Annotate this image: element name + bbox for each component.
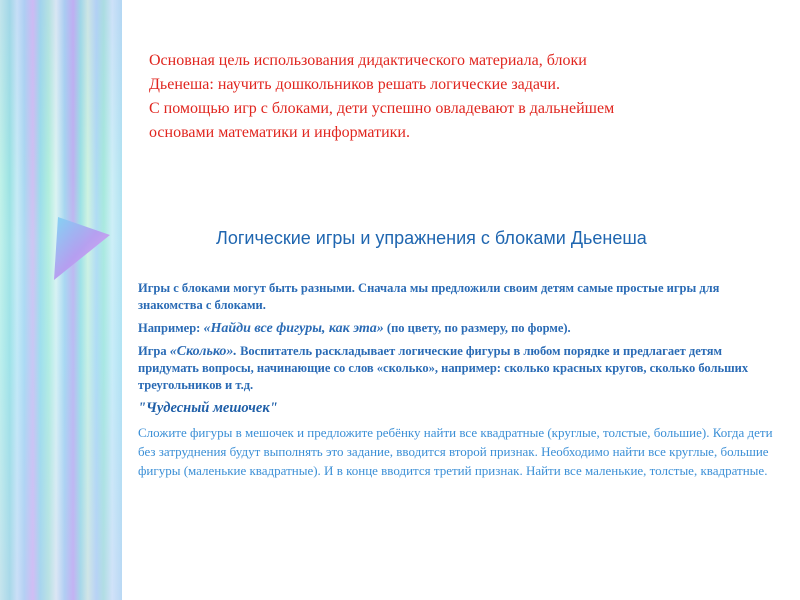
intro-paragraph <box>149 49 759 145</box>
game-description: Воспитатель раскладывает логические фигуры в любом порядке и предлагает детям придумать вопросы, начинающие со слов «сколько», например: сколько красных кругов, сколько больших треугольников и т.д. <box>138 344 749 392</box>
paragraph-example <box>138 320 773 337</box>
game-prefix: Игра <box>138 344 170 358</box>
intro-line: основами математики и информатики. <box>149 124 410 141</box>
intro-line: С помощью игр с блоками, дети успешно овладевают в дальнейшем <box>149 100 615 117</box>
section-title: Логические игры и упражнения с блоками Дьенеша <box>216 228 647 248</box>
example-suffix: (по цвету, по размеру, по форме). <box>383 321 571 335</box>
paragraph-intro-games: Игры с блоками могут быть разными. Сначала мы предложили своим детям самые простые игры для знакомства с блоками. <box>138 281 720 312</box>
body-text <box>138 280 773 486</box>
game-title-magic-bag: "Чудесный мешочек" <box>138 400 278 416</box>
paragraph-how-many <box>138 343 773 394</box>
intro-line: Дьенеша: научить дошкольников решать логические задачи. <box>149 76 560 93</box>
game-name-how-many: «Сколько». <box>169 344 237 359</box>
example-prefix: Например: <box>138 321 204 335</box>
game-name-find-all: «Найди все фигуры, как эта» <box>203 321 384 336</box>
paragraph-magic-bag: Сложите фигуры в мешочек и предложите ребёнку найти все квадратные (круглые, толстые, большие). Когда дети без затруднения будут выполнять это задание, вводится второй признак. Необходимо найти все круглые, большие фигуры (маленькие квадратные). И в конце вводится третий признак. Найти все маленькие, толстые, квадратные. <box>138 425 773 478</box>
decorative-strip-sheen <box>0 0 122 600</box>
decorative-triangle-icon <box>50 217 110 280</box>
intro-line: Основная цель использования дидактического материала, блоки <box>149 52 587 69</box>
